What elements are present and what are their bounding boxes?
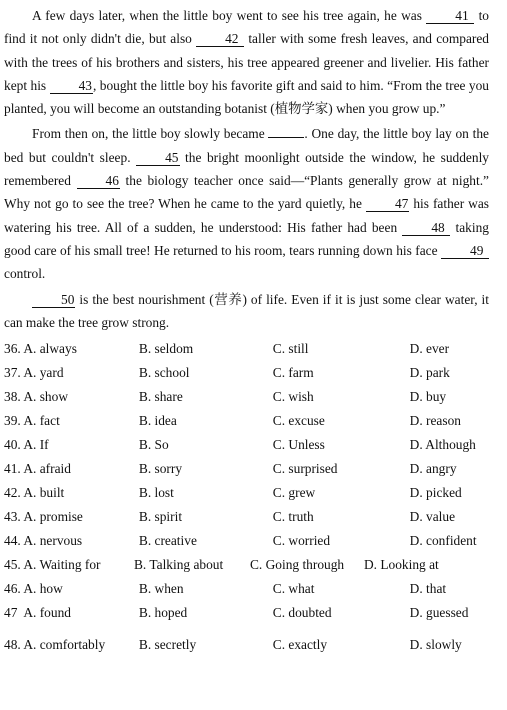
text-span: , bought the little boy his favorite gift and said to him. “From the tree you planted, you will become an outstanding botanist (植物学家) when you grow up.” bbox=[4, 77, 489, 117]
text-span: control. bbox=[4, 266, 46, 282]
option-b: B. Talking about bbox=[134, 557, 224, 573]
text-span: the bright moonlight outside the window, he suddenly remembered bbox=[4, 149, 489, 189]
option-a: 38. A. show bbox=[4, 389, 68, 405]
cloze-passage bbox=[4, 4, 489, 334]
option-d: D. reason bbox=[409, 413, 461, 429]
option-c: C. doubted bbox=[272, 605, 332, 621]
option-b: B. secretly bbox=[138, 637, 197, 653]
question-42 bbox=[4, 481, 489, 505]
option-d: D. slowly bbox=[409, 637, 462, 653]
option-b: B. So bbox=[138, 437, 169, 453]
option-d: D. ever bbox=[409, 341, 450, 357]
option-a: 42. A. built bbox=[4, 485, 65, 501]
option-a: 46. A. how bbox=[4, 581, 63, 597]
option-d: D. that bbox=[409, 581, 447, 597]
option-d: D. guessed bbox=[409, 605, 469, 621]
text-span: A few days later, when the little boy went to see his tree again, he was bbox=[32, 8, 427, 23]
question-43 bbox=[4, 505, 489, 529]
text-span: . One day, the little boy lay on the bed but couldn't sleep. bbox=[4, 126, 489, 165]
option-b: B. creative bbox=[138, 533, 197, 549]
option-a: 36. A. always bbox=[4, 341, 77, 357]
question-45 bbox=[4, 553, 489, 577]
option-b: B. when bbox=[138, 581, 184, 597]
option-d: D. angry bbox=[409, 461, 457, 477]
option-a: 44. A. nervous bbox=[4, 533, 83, 549]
text-span: taking good care of his small tree! He returned to his room, tears running down his face bbox=[4, 219, 489, 258]
option-c: C. wish bbox=[272, 389, 314, 405]
blank-46: 46 bbox=[77, 173, 120, 189]
option-c: C. Going through bbox=[250, 557, 345, 573]
option-c: C. farm bbox=[272, 365, 314, 381]
option-c: C. worried bbox=[272, 533, 331, 549]
paragraph-3 bbox=[4, 288, 489, 335]
question-39 bbox=[4, 409, 489, 433]
option-b: B. spirit bbox=[138, 509, 183, 525]
paragraph-1 bbox=[4, 4, 489, 120]
text-span: his father was watering his tree. All of a sudden, he understood: His father had been bbox=[4, 196, 490, 235]
option-c: C. Unless bbox=[272, 437, 325, 453]
blank-41: 41 bbox=[426, 8, 474, 24]
question-46 bbox=[4, 577, 489, 601]
option-c: C. surprised bbox=[272, 461, 338, 477]
blank-49: 49 bbox=[441, 243, 489, 259]
paragraph-2 bbox=[4, 122, 489, 285]
option-a: 48. A. comfortably bbox=[4, 637, 106, 653]
question-40 bbox=[4, 433, 489, 457]
text-span: the biology teacher once said—“Plants generally grow at night.” Why not go to see the tree? When he came to the yard quietly, he bbox=[4, 173, 490, 212]
text-span: From then on, the little boy slowly became bbox=[32, 126, 269, 142]
question-47 bbox=[4, 601, 489, 625]
blank-48: 48 bbox=[402, 220, 450, 236]
option-b: B. seldom bbox=[138, 341, 194, 357]
option-b: B. school bbox=[138, 365, 190, 381]
option-b: B. hoped bbox=[138, 605, 188, 621]
option-d: D. value bbox=[409, 509, 456, 525]
option-c: C. excuse bbox=[272, 413, 325, 429]
blank-44 bbox=[268, 137, 304, 138]
question-48 bbox=[4, 633, 489, 657]
text-span: taller with some fresh leaves, and compared with the trees of his brothers and sisters, his tree appeared greener and livelier. His father kept his bbox=[4, 31, 489, 93]
option-a: 39. A. fact bbox=[4, 413, 60, 429]
option-b: B. lost bbox=[138, 485, 174, 501]
blank-43: 43 bbox=[50, 78, 93, 94]
question-41 bbox=[4, 457, 489, 481]
option-b: B. share bbox=[138, 389, 183, 405]
option-d: D. park bbox=[409, 365, 450, 381]
option-c: C. what bbox=[272, 581, 315, 597]
option-d: D. Although bbox=[409, 437, 476, 453]
question-38 bbox=[4, 385, 489, 409]
option-c: C. truth bbox=[272, 509, 314, 525]
option-c: C. exactly bbox=[272, 637, 328, 653]
option-a: 43. A. promise bbox=[4, 509, 83, 525]
blank-47: 47 bbox=[366, 196, 409, 212]
option-a: 47 A. found bbox=[4, 605, 71, 621]
option-a: 41. A. afraid bbox=[4, 461, 71, 477]
option-c: C. still bbox=[272, 341, 309, 357]
option-d: D. picked bbox=[409, 485, 462, 501]
option-c: C. grew bbox=[272, 485, 316, 501]
blank-45: 45 bbox=[136, 150, 179, 166]
question-44 bbox=[4, 529, 489, 553]
option-a: 37. A. yard bbox=[4, 365, 64, 381]
option-d: D. confident bbox=[409, 533, 477, 549]
option-d: D. Looking at bbox=[364, 557, 439, 573]
text-span: is the best nourishment (营养) of life. Even if it is just some clear water, it can make the tree grow strong. bbox=[4, 291, 489, 330]
option-d: D. buy bbox=[409, 389, 447, 405]
option-a: 45. A. Waiting for bbox=[4, 557, 101, 573]
answer-options bbox=[4, 337, 489, 657]
question-36 bbox=[4, 337, 489, 361]
blank-42: 42 bbox=[196, 31, 244, 47]
option-b: B. idea bbox=[138, 413, 177, 429]
question-37 bbox=[4, 361, 489, 385]
blank-50: 50 bbox=[32, 292, 75, 308]
text-span: to find it not only didn't die, but also bbox=[4, 8, 489, 47]
option-b: B. sorry bbox=[138, 461, 183, 477]
option-a: 40. A. If bbox=[4, 437, 49, 453]
